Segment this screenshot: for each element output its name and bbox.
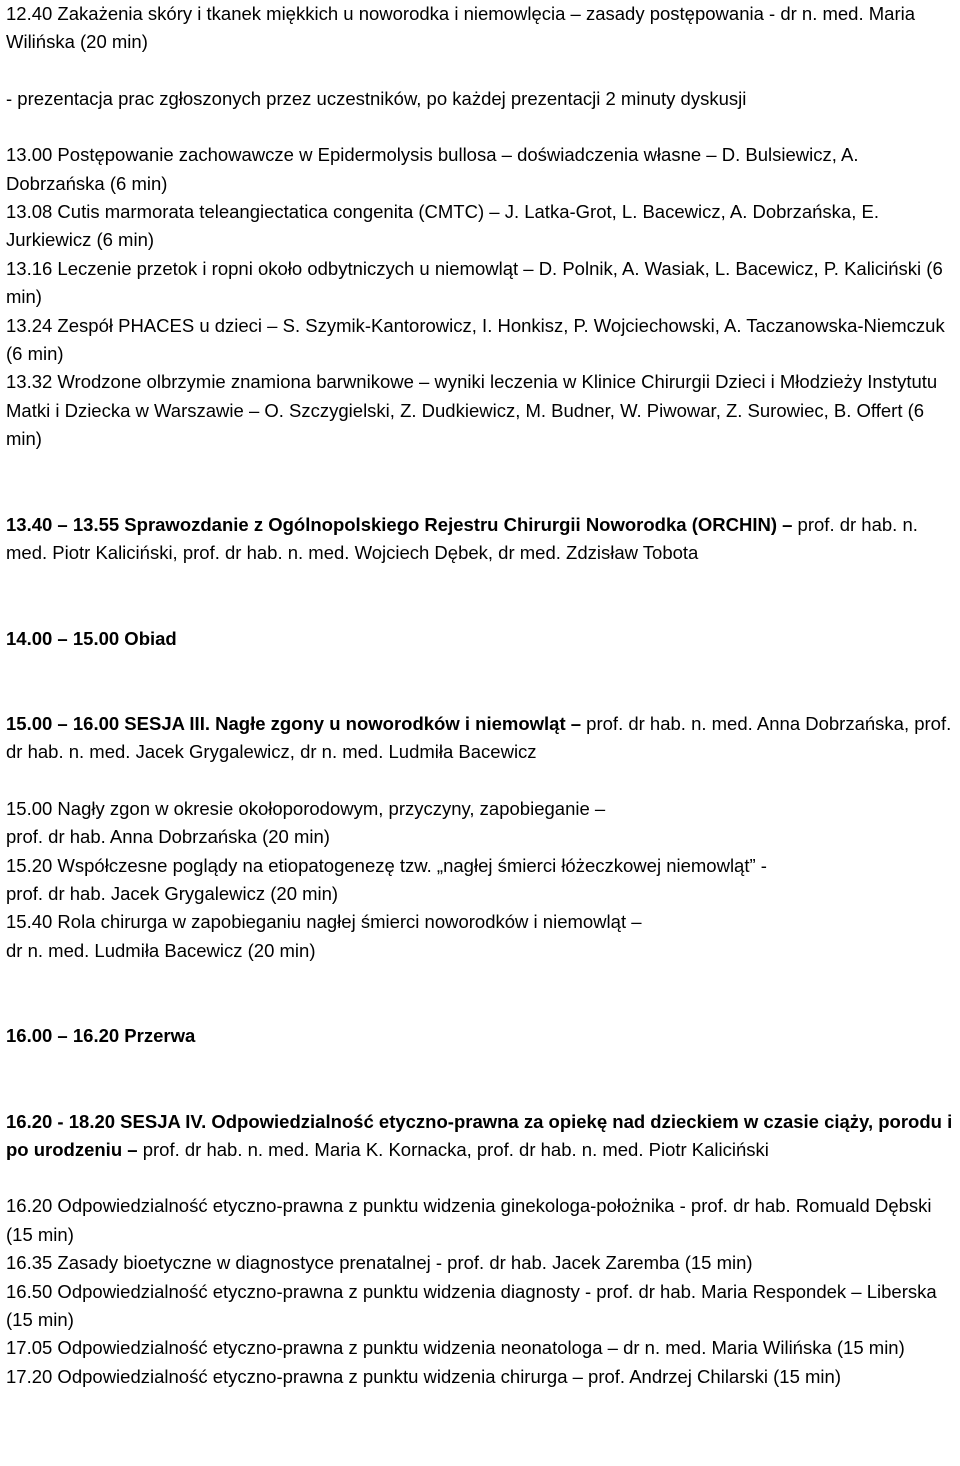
session-iv-chairs: prof. dr hab. n. med. Maria K. Kornacka, prof. dr hab. n. med. Piotr Kaliciński — [137, 1138, 769, 1160]
agenda-item-1540: 15.40 Rola chirurga w zapobieganiu nagłej śmierci noworodków i niemowląt – dr n. med. Ludmiła Bacewicz (20 min) — [6, 911, 642, 961]
session-iii-chairs: prof. dr hab. n. med. Anna Dobrzańska, prof. dr hab. n. med. Jacek Grygalewicz, dr n. med. Ludmiła Bacewicz — [6, 712, 952, 763]
agenda-item-1316: 13.16 Leczenie przetok i ropni około odbytniczych u niemowląt – D. Polnik, A. Wasiak, L. Bacewicz, P. Kaliciński (6 min) — [6, 257, 943, 308]
report-speakers: prof. dr hab. n. med. Piotr Kaliciński, prof. dr hab. n. med. Wojciech Dębek, dr med. Zdzisław Tobota — [6, 513, 918, 564]
agenda-item-1720: 17.20 Odpowiedzialność etyczno-prawna z punktu widzenia chirurga – prof. Andrzej Chilarski (15 min) — [6, 1365, 841, 1387]
agenda-item-1635: 16.35 Zasady bioetyczne w diagnostyce prenatalnej - prof. dr hab. Jacek Zaremba (15 min) — [6, 1252, 753, 1274]
agenda-item-1300: 13.00 Postępowanie zachowawcze w Epidermolysis bullosa – doświadczenia własne – D. Bulsiewicz, A. Dobrzańska (6 min) — [6, 144, 859, 194]
session-iii-header — [6, 710, 954, 767]
session-iii-title: 15.00 – 16.00 SESJA III. Nagłe zgony u noworodków i niemowląt – — [6, 712, 582, 734]
agenda-item-1332: 13.32 Wrodzone olbrzymie znamiona barwnikowe – wyniki leczenia w Klinice Chirurgii Dzieci i Młodzieży Instytutu Matki i Dziecka w Warszawie – O. Szczygielski, Z. Dudkiewicz, M. Budner, W. Piwowar, Z. Surowiec, B. Offert (6 min) — [6, 371, 938, 450]
presentation-note: - prezentacja prac zgłoszonych przez uczestników, po każdej prezentacji 2 minuty dyskusji — [6, 87, 747, 109]
agenda-item-1650: 16.50 Odpowiedzialność etyczno-prawna z punktu widzenia diagnosty - prof. dr hab. Maria Respondek – Liberska (15 min) — [6, 1280, 937, 1330]
session-iv-title: 16.20 - 18.20 SESJA IV. Odpowiedzialność etyczno-prawna za opiekę nad dzieckiem w czasie ciąży, porodu i po urodzeniu – — [6, 1110, 953, 1160]
agenda-item-1520: 15.20 Współczesne poglądy na etiopatogenezę tzw. „nagłej śmierci łóżeczkowej niemowląt” - prof. dr hab. Jacek Grygalewicz (20 min) — [6, 854, 767, 904]
agenda-item-1240 — [6, 0, 954, 57]
report-title: 13.40 – 13.55 Sprawozdanie z Ogólnopolskiego Rejestru Chirurgii Noworodka (ORCHIN) – — [6, 513, 793, 535]
session-iv-header — [6, 1108, 954, 1165]
agenda-item-1324: 13.24 Zespół PHACES u dzieci – S. Szymik-Kantorowicz, I. Honkisz, P. Wojciechowski, A. Taczanowska-Niemczuk (6 min) — [6, 314, 945, 365]
report-orchin — [6, 511, 954, 568]
agenda-item-1705: 17.05 Odpowiedzialność etyczno-prawna z punktu widzenia neonatologa – dr n. med. Maria Wilińska (15 min) — [6, 1337, 905, 1359]
agenda-item-1308: 13.08 Cutis marmorata teleangiectatica congenita (CMTC) – J. Latka-Grot, L. Bacewicz, A. Dobrzańska, E. Jurkiewicz (6 min) — [6, 201, 879, 251]
agenda-item-1620: 16.20 Odpowiedzialność etyczno-prawna z punktu widzenia ginekologa-położnika - prof. dr hab. Romuald Dębski (15 min) — [6, 1195, 932, 1245]
coffee-break: 16.00 – 16.20 Przerwa — [6, 1025, 196, 1047]
agenda-item-1500: 15.00 Nagły zgon w okresie okołoporodowym, przyczyny, zapobieganie – prof. dr hab. Anna Dobrzańska (20 min) — [6, 797, 606, 848]
agenda-text: 12.40 Zakażenia skóry i tkanek miękkich u noworodka i niemowlęcia – zasady postępowania - dr n. med. Maria Wilińska (20 min) — [6, 3, 916, 53]
lunch-break: 14.00 – 15.00 Obiad — [6, 627, 177, 649]
